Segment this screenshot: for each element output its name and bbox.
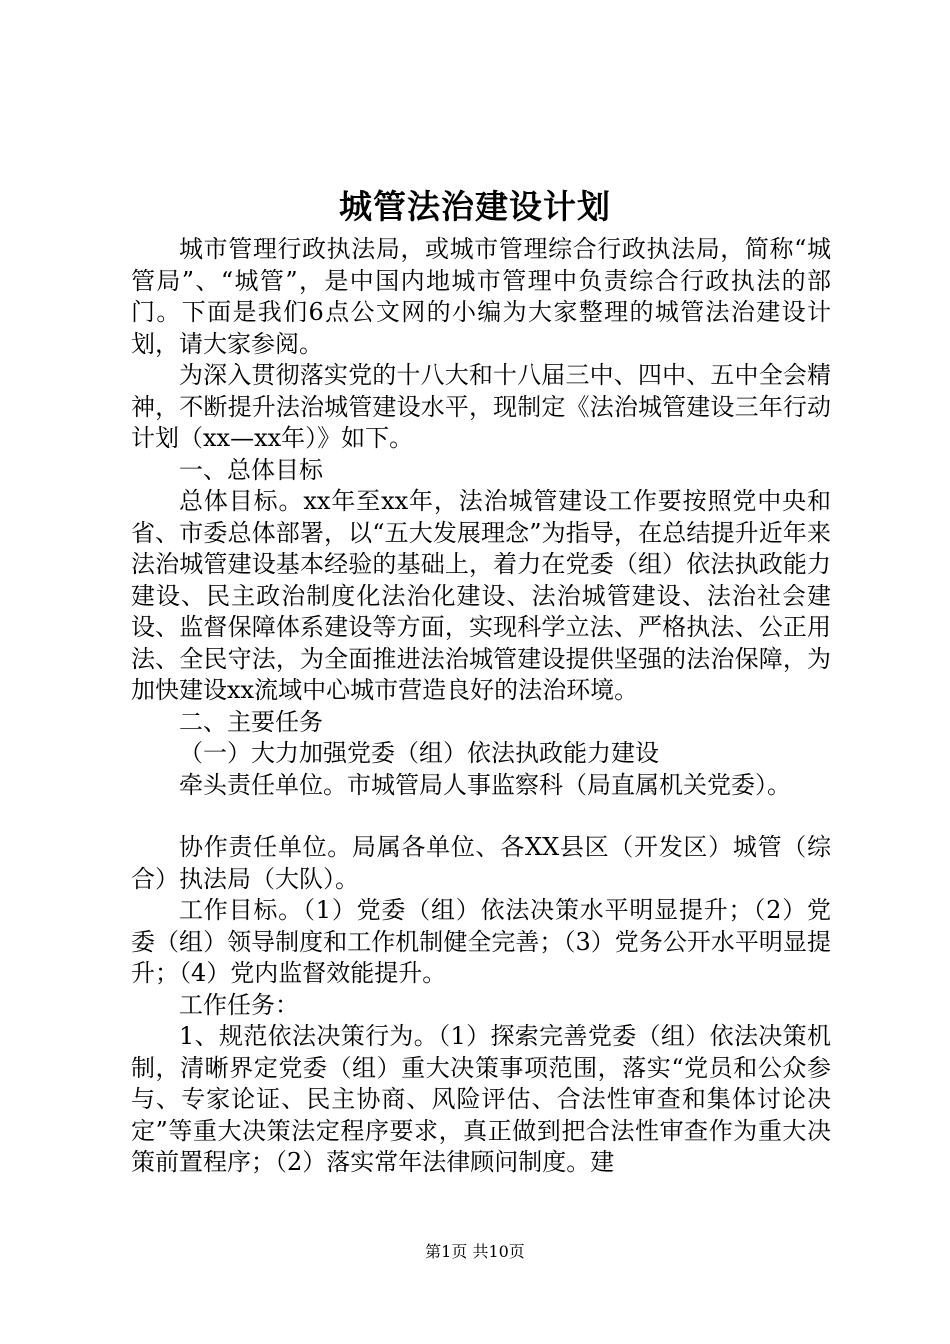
- page-number: 第1页 共10页: [425, 1242, 525, 1261]
- heading-main-tasks: 二、主要任务: [179, 707, 323, 736]
- paragraph-intro: 城市管理行政执法局，或城市管理综合行政执法局，简称“城管局”、“城管”，是中国内地城市管理中负责综合行政执法的部门。下面是我们6点公文网的小编为大家整理的城管法治建设计划，请大家参阅。: [131, 235, 831, 358]
- paragraph-purpose: 为深入贯彻落实党的十八大和十八届三中、四中、五中全会精神，不断提升法治城管建设水平，现制定《法治城管建设三年行动计划（xx—xx年）》如下。: [131, 361, 831, 452]
- document-body: [131, 234, 831, 1179]
- subheading-task-1: （一）大力加强党委（组）依法执政能力建设: [179, 739, 659, 767]
- paragraph-cooperating-unit: 协作责任单位。局属各单位、各XX县区（开发区）城管（综合）执法局（大队）。: [131, 833, 831, 893]
- paragraph-task-item-1: 1、规范依法决策行为。（1）探索完善党委（组）依法决策机制，清晰界定党委（组）重大决策事项范围，落实“党员和公众参与、专家论证、民主协商、风险评估、合法性审查和集体讨论决定”等重大决策法定程序要求，真正做到把合法性审查作为重大决策前置程序；（2）落实常年法律顾问制度。建: [131, 1022, 831, 1176]
- paragraph-lead-unit: 牵头责任单位。市城管局人事监察科（局直属机关党委）。: [179, 770, 791, 799]
- heading-overall-goal: 一、总体目标: [179, 455, 323, 484]
- paragraph-work-goal: 工作目标。（1）党委（组）依法决策水平明显提升；（2）党委（组）领导制度和工作机制健全完善；（3）党务公开水平明显提升；（4）党内监督效能提升。: [131, 896, 831, 987]
- document-title: 城管法治建设计划: [339, 187, 611, 226]
- paragraph-overall-goal: 总体目标。xx年至xx年，法治城管建设工作要按照党中央和省、市委总体部署，以“五大发展理念”为指导，在总结提升近年来法治城管建设基本经验的基础上，着力在党委（组）依法执政能力建设、民主政治制度化法治化建设、法治城管建设、法治社会建设、监督保障体系建设等方面，实现科学立法、严格执法、公正用法、全民守法，为全面推进法治城管建设提供坚强的法治保障，为加快建设xx流域中心城市营造良好的法治环境。: [131, 487, 831, 704]
- paragraph-work-tasks-label: 工作任务：: [179, 990, 299, 1019]
